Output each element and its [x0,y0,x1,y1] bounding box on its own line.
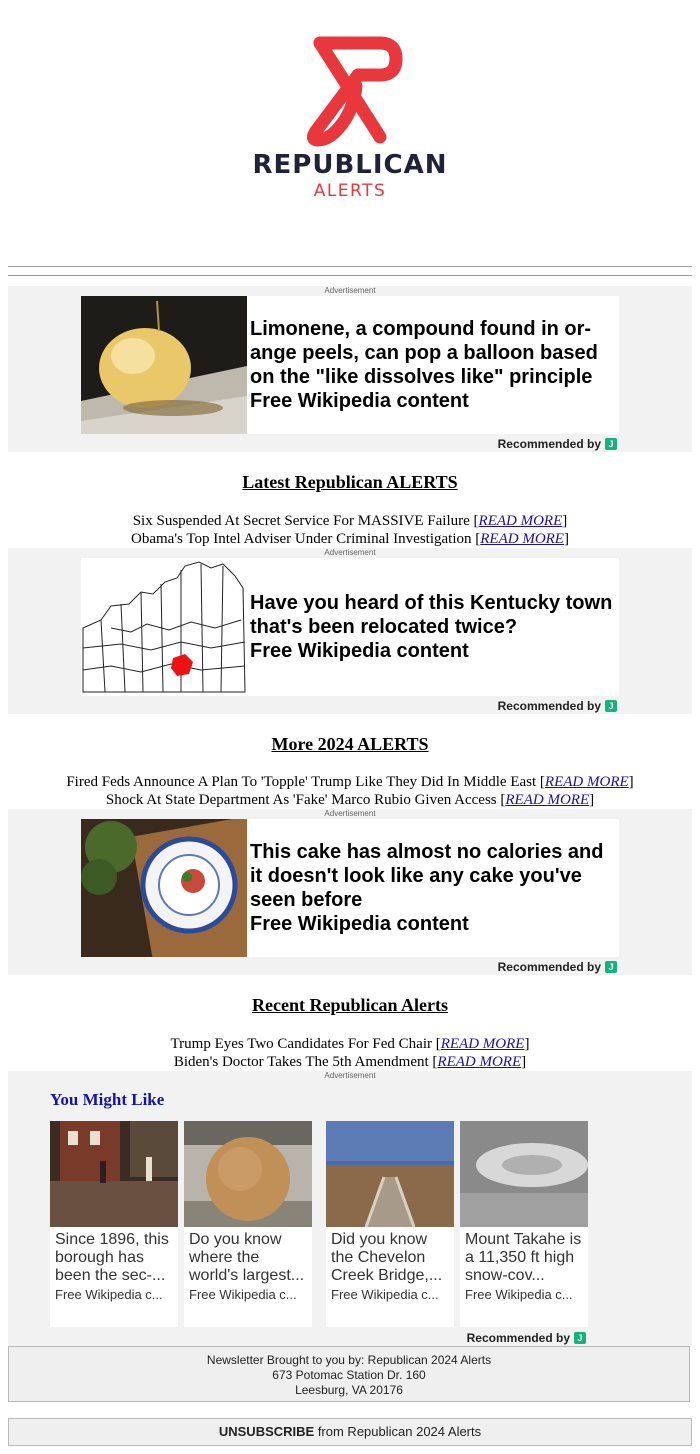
recommendation-source: Free Wikipedia c... [331,1287,439,1302]
street-photo-icon [50,1121,178,1227]
recommendation-title: Mount Takahe is a 11,350 ft high snow-cov... [465,1231,582,1284]
jeeng-logo-icon: J [605,700,617,712]
footer-line-3: Leesburg, VA 20176 [295,1383,403,1397]
brand-name: REPUBLICAN [252,150,448,180]
kentucky-map-icon [81,558,247,696]
jeeng-logo-icon: J [605,961,617,973]
ad-card-1[interactable] [81,296,619,434]
ad-source-2: Free Wikipedia content [250,640,469,662]
read-more-link[interactable]: READ MORE [437,1054,522,1070]
ad-title-2: Have you heard of this Kentucky town that's been relocated twice? [250,592,613,638]
recommended-by[interactable]: Recommended by J [498,437,617,451]
recommendation-card[interactable] [50,1121,178,1327]
you-might-like-title: You Might Like [50,1090,165,1109]
balloon-thumbnail-icon [81,296,247,434]
jeeng-logo-icon: J [605,438,617,450]
recommendation-title: Do you know where the world's largest... [189,1231,305,1284]
recommendation-source: Free Wikipedia c... [465,1287,573,1302]
headline-row: Trump Eyes Two Candidates For Fed Chair [READ MORE] [170,1036,530,1052]
ad-title-1: Limonene, a compound found in or-ange peels, can pop a balloon based on the "like dissolves like" principle [250,318,598,388]
ad-block-1 [8,286,692,452]
headline-row: Shock At State Department As 'Fake' Marco Rubio Given Access [READ MORE] [105,792,595,808]
section-title-recent: Recent Republican Alerts [252,995,448,1015]
ad-source-3: Free Wikipedia content [250,913,469,935]
cake-plate-thumbnail-icon [81,819,247,957]
ad-card-3[interactable] [81,819,619,957]
ad-label: Advertisement [324,286,376,295]
section-title-latest: Latest Republican ALERTS [242,472,458,492]
section-title-more: More 2024 ALERTS [271,734,429,754]
recommended-by[interactable]: Recommended by J [467,1331,586,1345]
read-more-link[interactable]: READ MORE [480,531,564,547]
ad-block-3 [8,809,692,975]
footer-line-1: Newsletter Brought to you by: Republican 2024 Alerts [206,1353,492,1367]
recommendation-title: Since 1896, this borough has been the sec-... [55,1231,169,1284]
jeeng-logo-icon: J [574,1332,586,1344]
recommended-by[interactable]: Recommended by J [498,960,617,974]
header-logo[interactable] [0,0,700,262]
divider-top [8,266,692,267]
read-more-link[interactable]: READ MORE [505,792,590,808]
ad-label: Advertisement [324,548,376,557]
newsletter-footer [8,1346,690,1402]
headline-row: Fired Feds Announce A Plan To 'Topple' Trump Like They Did In Middle East [READ MORE] [66,774,634,790]
ad-block-2 [8,548,692,714]
headline-row: Six Suspended At Secret Service For MASSIVE Failure [READ MORE] [132,513,568,529]
headline-row: Obama's Top Intel Adviser Under Criminal Investigation [READ MORE] [131,531,569,547]
bridge-photo-icon [326,1121,454,1227]
republican-alerts-logo-icon [296,28,404,152]
divider-bottom [8,275,692,276]
mountain-photo-icon [460,1121,588,1227]
sphere-photo-icon [184,1121,312,1227]
ad-label: Advertisement [324,1071,376,1080]
ad-card-2[interactable] [81,558,619,696]
read-more-link[interactable]: READ MORE [544,774,629,790]
recommendation-source: Free Wikipedia c... [189,1287,297,1302]
unsubscribe-link[interactable]: UNSUBSCRIBE from Republican 2024 Alerts [8,1418,692,1446]
ad-source-1: Free Wikipedia content [250,390,469,412]
you-might-like-block [8,1071,692,1346]
brand-subtitle: ALERTS [313,181,387,201]
recommendation-card[interactable] [460,1121,588,1327]
ad-title-3: This cake has almost no calories and it doesn't look like any cake you've seen before [250,841,604,911]
recommendation-title: Did you know the Chevelon Creek Bridge,... [331,1231,443,1284]
recommendation-card[interactable] [184,1121,312,1327]
read-more-link[interactable]: READ MORE [440,1036,525,1052]
ad-label: Advertisement [324,809,376,818]
footer-line-2: 673 Potomac Station Dr. 160 [272,1368,426,1382]
recommendation-source: Free Wikipedia c... [55,1287,163,1302]
headline-row: Biden's Doctor Takes The 5th Amendment [READ MORE] [173,1054,527,1070]
recommended-by[interactable]: Recommended by J [498,699,617,713]
recommendation-card[interactable] [326,1121,454,1327]
read-more-link[interactable]: READ MORE [478,513,563,529]
